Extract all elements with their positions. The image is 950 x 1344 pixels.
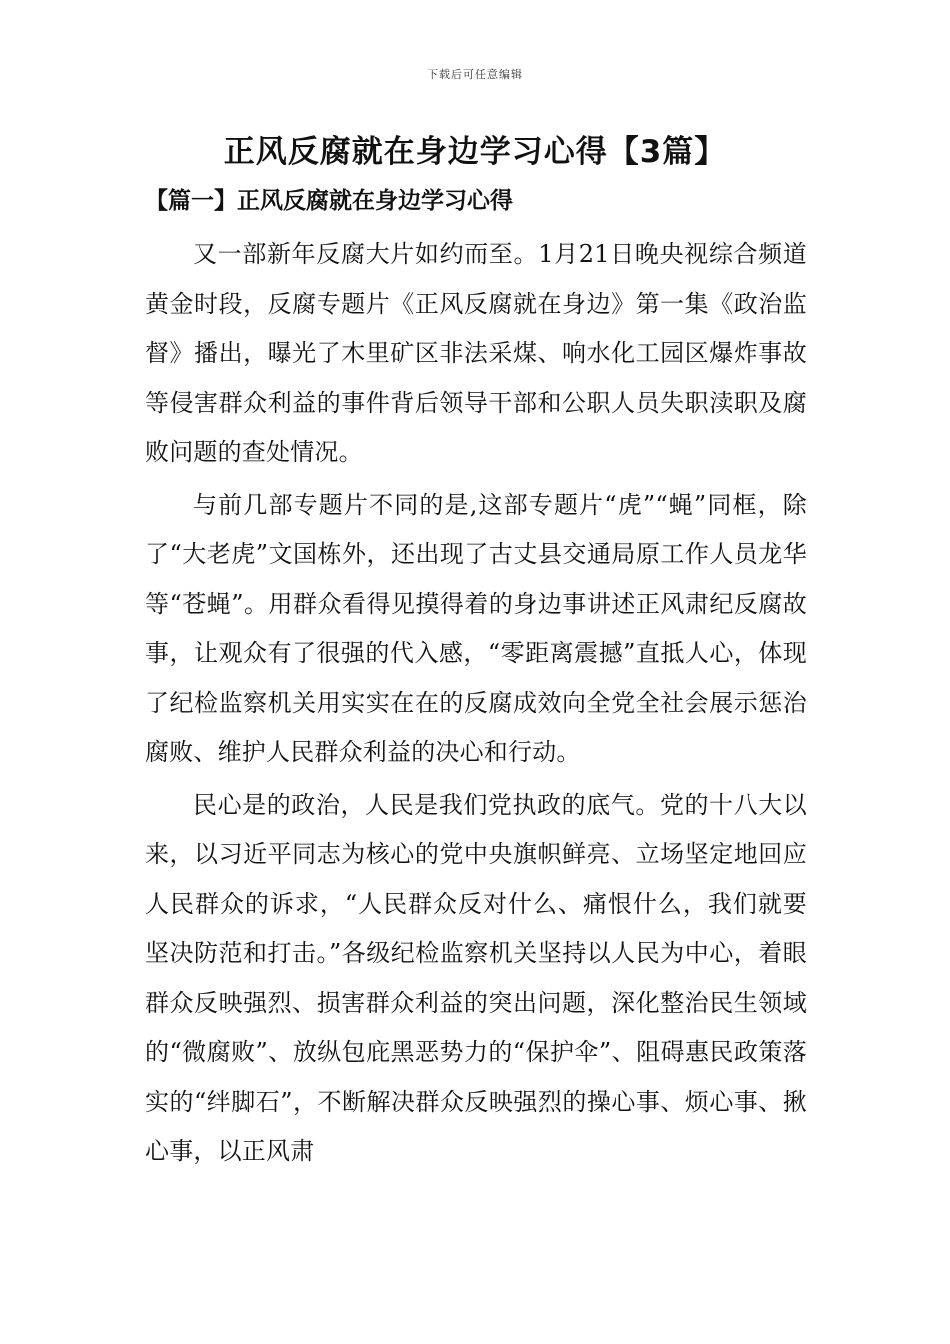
paragraph-2: 与前几部专题片不同的是,这部专题片“虎”“蝇”同框，除了“大老虎”文国栋外，还出现了古丈县交通局原工作人员龙华等“苍蝇”。用群众看得见摸得着的身边事讲述正风肃纪反腐故事，让观众有了很强的代入感，“零距离震撼”直抵人心，体现了纪检监察机关用实实在在的反腐成效向全党全社会展示惩治腐败、维护人民群众利益的决心和行动。 (145, 490, 807, 766)
document-body (145, 230, 807, 1180)
header-note: 下载后可任意编辑 (427, 68, 523, 81)
document-title: 正风反腐就在身边学习心得【3篇】 (223, 134, 727, 170)
paragraph-3: 民心是的政治，人民是我们党执政的底气。党的十八大以来，以习近平同志为核心的党中央旗帜鲜亮、立场坚定地回应人民群众的诉求，“人民群众反对什么、痛恨什么，我们就要坚决防范和打击。”各级纪检监察机关坚持以人民为中心，着眼群众反映强烈、损害群众利益的突出问题，深化整治民生领域的“微腐败”、放纵包庇黑恶势力的“保护伞”、阻碍惠民政策落实的“绊脚石”，不断解决群众反映强烈的操心事、烦心事、揪心事，以正风肃 (145, 790, 807, 1165)
section-heading: 【篇一】正风反腐就在身边学习心得 (145, 187, 513, 214)
paragraph-1: 又一部新年反腐大片如约而至。1月21日晚央视综合频道黄金时段，反腐专题片《正风反腐就在身边》第一集《政治监督》播出，曝光了木里矿区非法采煤、响水化工园区爆炸事故等侵害群众利益的事件背后领导干部和公职人员失职渎职及腐败问题的查处情况。 (145, 240, 807, 466)
